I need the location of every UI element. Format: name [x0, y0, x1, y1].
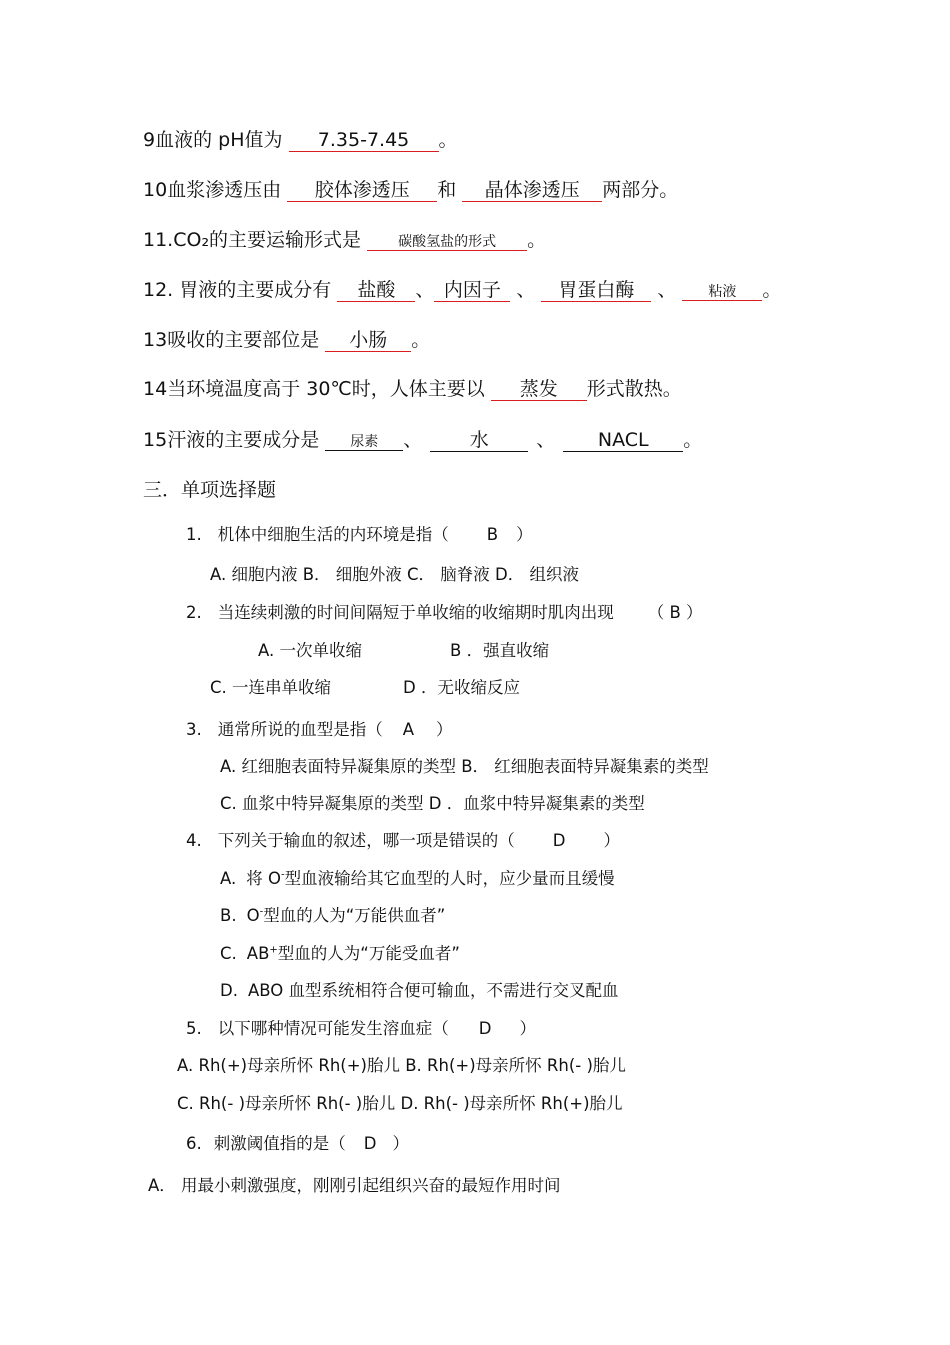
question-3 [186, 720, 453, 740]
option-letter: D. [220, 981, 238, 1000]
answer-blank: 胶体渗透压 [287, 181, 437, 202]
question-text: ） [436, 720, 453, 739]
answer-label: D [552, 831, 566, 850]
item-end: 。 [683, 429, 703, 451]
answer-label: B [486, 525, 499, 544]
item-text: 胃液的主要成分有 [179, 279, 332, 301]
answer-blank: 尿素 [325, 435, 403, 451]
item-text: 吸收的主要部位是 [167, 329, 320, 351]
question-text: 当连续刺激的时间间隔短于单收缩的收缩期时肌肉出现 [217, 603, 614, 622]
item-end: 形式散热。 [586, 378, 682, 400]
question-2-option-c: C. 一连串单收缩 [210, 678, 332, 697]
question-4-option-d [220, 981, 619, 1001]
question-number: 5. [186, 1019, 202, 1038]
question-text: 通常所说的血型是指（ [217, 720, 383, 739]
item-end: 。 [438, 129, 458, 151]
option-text: AB [246, 944, 270, 963]
question-number: 6. [186, 1134, 202, 1153]
question-number: 4. [186, 831, 202, 850]
answer-blank: 7.35-7.45 [289, 131, 439, 152]
question-5-options-ab: A. Rh(+)母亲所怀 Rh(+)胎儿 B. Rh(+)母亲所怀 Rh(- )胎儿 [177, 1056, 626, 1075]
fill-item-11 [143, 229, 546, 252]
question-number: 2. [186, 603, 202, 622]
item-end: 。 [762, 279, 782, 301]
question-3-options-cd: C. 血浆中特异凝集原的类型 D ．血浆中特异凝集素的类型 [220, 794, 645, 813]
superscript: + [269, 944, 278, 956]
separator: 、 [403, 429, 423, 451]
item-end: 。 [411, 329, 431, 351]
item-text: 血液的 pH值为 [155, 129, 283, 151]
answer-blank: NACL [563, 431, 683, 452]
question-number: 3. [186, 720, 202, 739]
answer-blank: 蒸发 [491, 380, 587, 401]
fill-item-12 [143, 279, 781, 302]
question-6 [186, 1134, 409, 1154]
option-letter: C. [220, 944, 237, 963]
question-number: 1. [186, 525, 202, 544]
question-text: ） [519, 1019, 536, 1038]
question-6-option-a: A． 用最小刺激强度，刚刚引起组织兴奋的最短作用时间 [148, 1176, 561, 1195]
question-1-options: A. 细胞内液 B． 细胞外液 C． 脑脊液 D． 组织液 [210, 565, 580, 584]
superscript: - [280, 869, 285, 881]
answer-blank: 盐酸 [337, 281, 415, 302]
item-number: 12. [143, 279, 174, 301]
item-number: 15 [143, 429, 168, 451]
answer-blank: 粘液 [682, 285, 762, 301]
answer-blank: 小肠 [325, 331, 411, 352]
section-title: 三．单项选择题 [143, 479, 277, 501]
question-5-options-cd: C. Rh(- )母亲所怀 Rh(- )胎儿 D. Rh(- )母亲所怀 Rh(+)胎儿 [177, 1094, 623, 1113]
question-4-option-a [220, 869, 615, 889]
item-number: 10 [143, 179, 168, 201]
separator: 、 [657, 279, 677, 301]
option-text: O [246, 906, 260, 925]
question-4-option-c [220, 944, 460, 964]
question-5 [186, 1019, 536, 1039]
answer-blank: 胃蛋白酶 [541, 281, 651, 302]
answer-label: D [363, 1134, 377, 1153]
option-text: 型血的人为“万能受血者” [277, 944, 460, 963]
question-text: 以下哪种情况可能发生溶血症（ [217, 1019, 449, 1038]
item-end: 。 [527, 229, 547, 251]
answer-label: A [402, 720, 415, 739]
item-number: 11. [143, 229, 174, 251]
item-text: 当环境温度高于 30℃时，人体主要以 [167, 378, 485, 400]
option-letter: A. [220, 869, 237, 888]
answer-blank: 水 [430, 431, 528, 452]
answer-label: D [478, 1019, 492, 1038]
fill-item-14 [143, 378, 682, 401]
answer-blank: 碳酸氢盐的形式 [367, 235, 527, 251]
answer-blank: 晶体渗透压 [462, 181, 602, 202]
separator: 、 [536, 429, 556, 451]
item-number: 13 [143, 329, 168, 351]
answer-blank: 内因子 [434, 281, 510, 302]
separator: 、 [415, 279, 435, 301]
fill-item-10 [143, 179, 678, 202]
question-2 [186, 603, 703, 623]
item-text: CO₂的主要运输形式是 [173, 229, 362, 251]
question-2-option-a: A. 一次单收缩 [258, 641, 362, 660]
option-text: 型血的人为“万能供血者” [263, 906, 446, 925]
question-text: 下列关于输血的叙述，哪一项是错误的（ [217, 831, 515, 850]
item-end: 两部分。 [602, 179, 679, 201]
question-text: 刺激阈值指的是（ [213, 1134, 346, 1153]
question-text: ） [516, 525, 533, 544]
option-text: 将 O [246, 869, 281, 888]
question-2-option-b: B ．强直收缩 [450, 641, 550, 660]
item-text: 和 [437, 179, 457, 201]
fill-item-9 [143, 129, 458, 152]
fill-item-13 [143, 329, 430, 352]
option-text: 型血液输给其它血型的人时，应少量而且缓慢 [284, 869, 615, 888]
superscript: - [259, 906, 264, 918]
question-3-options-ab: A. 红细胞表面特异凝集原的类型 B． 红细胞表面特异凝集素的类型 [220, 757, 709, 776]
question-text: ） [392, 1134, 409, 1153]
item-number: 9 [143, 129, 156, 151]
option-letter: B. [220, 906, 237, 925]
question-4-option-b [220, 906, 445, 926]
fill-item-15 [143, 429, 702, 452]
question-1 [186, 525, 533, 545]
question-text: ） [603, 831, 620, 850]
separator: 、 [516, 279, 536, 301]
item-text: 汗液的主要成分是 [167, 429, 320, 451]
question-text: 机体中细胞生活的内环境是指（ [217, 525, 449, 544]
item-text: 血浆渗透压由 [167, 179, 282, 201]
answer-label: （ B ） [647, 603, 703, 622]
question-4 [186, 831, 620, 851]
question-2-option-d: D ．无收缩反应 [403, 678, 520, 697]
item-number: 14 [143, 378, 168, 400]
option-text: ABO 血型系统相符合便可输血，不需进行交叉配血 [247, 981, 619, 1000]
